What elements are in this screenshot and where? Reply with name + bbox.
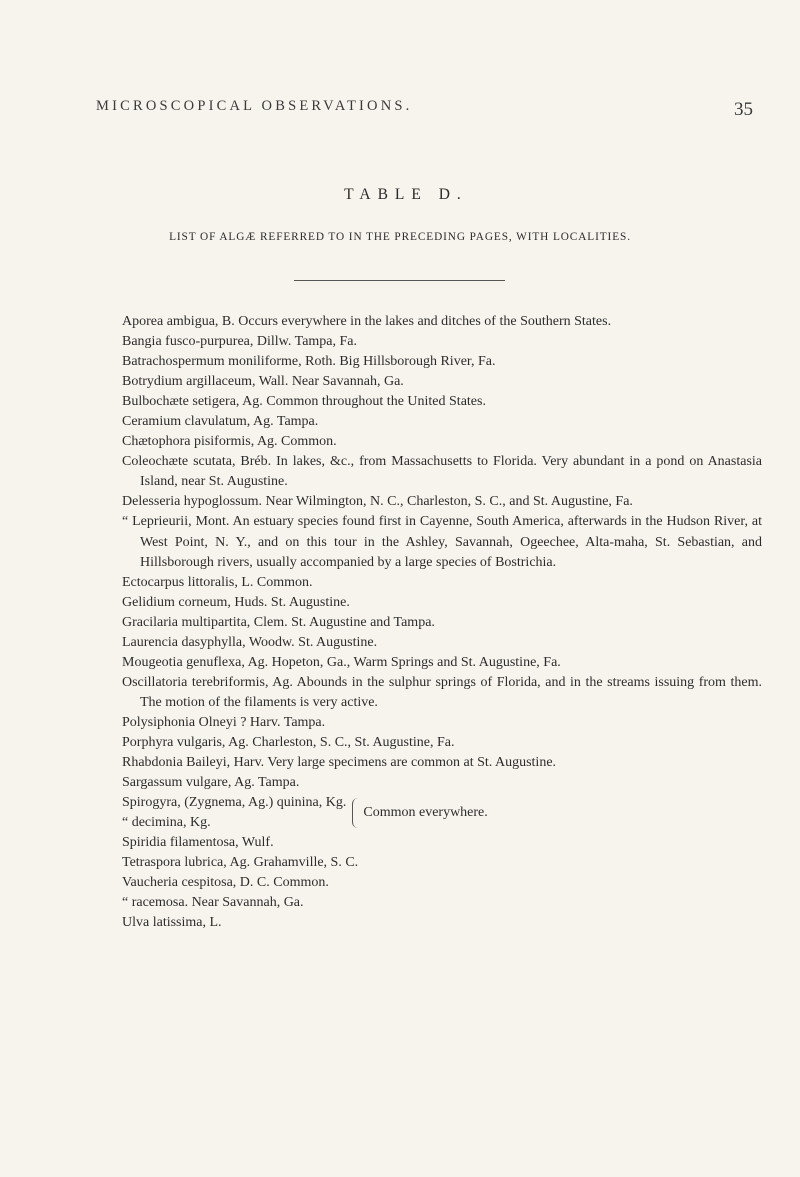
algae-list bbox=[122, 312, 762, 933]
table-subtitle: LIST OF ALGÆ REFERRED TO IN THE PRECEDING PAGES, WITH LOCALITIES. bbox=[169, 231, 631, 243]
list-item: Oscillatoria terebriformis, Ag. Abounds in the sulphur springs of Florida, and in the streams issuing from them. The motion of the filaments is very active. bbox=[122, 674, 762, 710]
list-item: Tetraspora lubrica, Ag. Grahamville, S. C. bbox=[122, 855, 359, 871]
list-item: Coleochæte scutata, Bréb. In lakes, &c., from Massachusetts to Florida. Very abundant in a pond on Anastasia Island, near St. Augustine. bbox=[122, 454, 762, 490]
list-item: “ racemosa. Near Savannah, Ga. bbox=[122, 895, 304, 911]
list-item: Ulva latissima, L. bbox=[122, 915, 222, 931]
table-title: TABLE D. bbox=[344, 186, 468, 203]
bracketed-lines bbox=[122, 793, 346, 833]
list-item: “ Leprieurii, Mont. An estuary species found first in Cayenne, South America, afterwards in the Hudson River, at West Point, N. Y., and on this tour in the Ashley, Savannah, Ogeechee, Alta-maha, St. Sebastian, and Hillsborough rivers, usually accompanied by a large species of Bostrichia. bbox=[122, 514, 762, 570]
list-item: Porphyra vulgaris, Ag. Charleston, S. C., St. Augustine, Fa. bbox=[122, 734, 455, 750]
list-item: Mougeotia genuflexa, Ag. Hopeton, Ga., Warm Springs and St. Augustine, Fa. bbox=[122, 654, 561, 670]
list-item: Polysiphonia Olneyi ? Harv. Tampa. bbox=[122, 714, 326, 730]
curly-brace bbox=[352, 798, 359, 828]
list-item: Ceramium clavulatum, Ag. Tampa. bbox=[122, 414, 319, 430]
running-header: MICROSCOPICAL OBSERVATIONS. bbox=[96, 98, 413, 114]
list-item: Batrachospermum moniliforme, Roth. Big Hillsborough River, Fa. bbox=[122, 354, 496, 370]
list-item: Rhabdonia Baileyi, Harv. Very large specimens are common at St. Augustine. bbox=[122, 755, 557, 771]
list-item: Gelidium corneum, Huds. St. Augustine. bbox=[122, 594, 350, 610]
list-item: Ectocarpus littoralis, L. Common. bbox=[122, 574, 313, 590]
list-item: Spirogyra, (Zygnema, Ag.) quinina, Kg. bbox=[122, 795, 347, 811]
list-item: Aporea ambigua, B. Occurs everywhere in the lakes and ditches of the Southern States. bbox=[122, 314, 612, 329]
list-item: Sargassum vulgare, Ag. Tampa. bbox=[122, 775, 300, 791]
divider-rule bbox=[294, 280, 505, 281]
list-item: Bulbochæte setigera, Ag. Common throughout the United States. bbox=[122, 394, 486, 410]
page-number: 35 bbox=[734, 99, 753, 120]
list-item: Vaucheria cespitosa, D. C. Common. bbox=[122, 875, 329, 891]
list-item: Gracilaria multipartita, Clem. St. Augustine and Tampa. bbox=[122, 614, 435, 630]
list-item: Chætophora pisiformis, Ag. Common. bbox=[122, 434, 337, 450]
list-item: “ decimina, Kg. bbox=[122, 815, 211, 831]
list-item: Spiridia filamentosa, Wulf. bbox=[122, 835, 274, 851]
list-item: Laurencia dasyphylla, Woodw. St. Augustine. bbox=[122, 634, 378, 650]
list-item: Botrydium argillaceum, Wall. Near Savannah, Ga. bbox=[122, 374, 404, 390]
bracket-note: Common everywhere. bbox=[363, 805, 488, 821]
bracketed-entries bbox=[122, 793, 762, 833]
list-item: Bangia fusco-purpurea, Dillw. Tampa, Fa. bbox=[122, 334, 358, 350]
list-item: Delesseria hypoglossum. Near Wilmington, N. C., Charleston, S. C., and St. Augustine, Fa. bbox=[122, 494, 633, 510]
